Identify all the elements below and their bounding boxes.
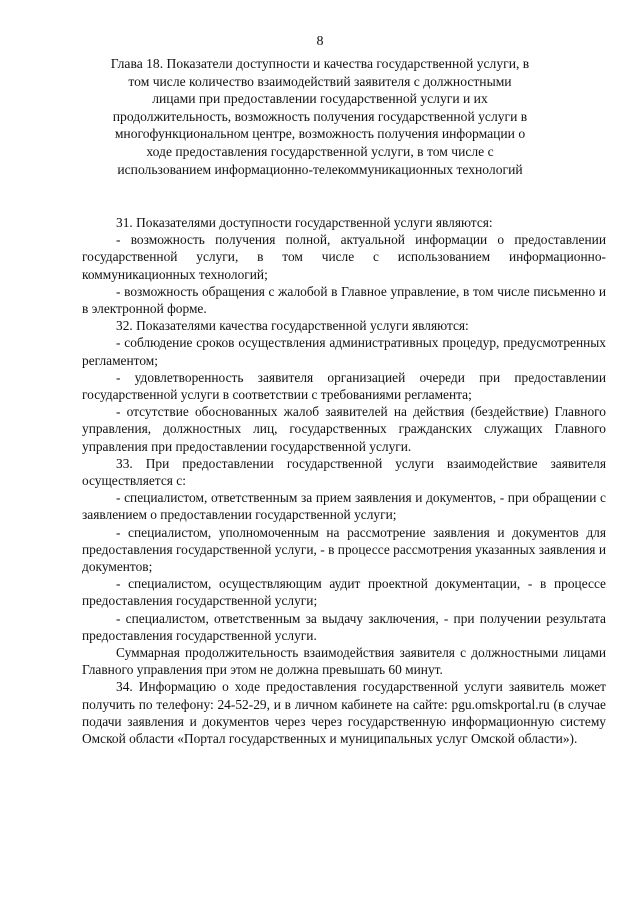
paragraph-32-heading: 32. Показателями качества государственной услуги являются:: [116, 318, 469, 334]
chapter-title: Глава 18. Показатели доступности и качества государственной услуги, в том числе количество взаимодействий заявителя с должностными лицами при предоставлении государственной услуги и их продолжительность, возможность получения государственной услуги в многофункциональном центре, возможность получения информации о ходе предоставления государственной услуги, в том числе с использованием информационно-телекоммуникационных технологий: [110, 56, 530, 177]
quality-item-deadlines: - соблюдение сроков осуществления административных процедур, предусмотренных регламентом;: [82, 335, 606, 368]
quality-item-queue: - удовлетворенность заявителя организацией очереди при предоставлении государственной услуги в соответствии с требованиями регламента;: [82, 369, 606, 403]
document-body: [82, 214, 606, 747]
interaction-item-reception: - специалистом, ответственным за прием заявления и документов, - при обращении с заявлением о предоставлении государственной услуги;: [82, 490, 606, 523]
paragraph-31-heading: 31. Показателями доступности государственной услуги являются:: [116, 215, 493, 230]
paragraph-34-status-info: 34. Информацию о ходе предоставления государственной услуги заявитель может получить по телефону: 24-52-29, и в личном кабинете на сайте: pgu.omskportal.ru (в случае подачи заявления и документов через через государственную информационную систему Омской области «Портал государственных и муниципальных услуг Омской области»).: [82, 679, 606, 747]
interaction-item-review: - специалистом, уполномоченным на рассмотрение заявления и документов для предоставления государственной услуги, - в процессе рассмотрения указанных заявления и документов;: [82, 524, 606, 575]
paragraph-33-heading: 33. При предоставлении государственной услуги взаимодействие заявителя осуществляется с:: [82, 455, 606, 489]
interaction-item-audit: - специалистом, осуществляющим аудит проектной документации, - в процессе предоставления государственной услуги;: [82, 576, 606, 609]
accessibility-item-complaint: - возможность обращения с жалобой в Главное управление, в том числе письменно и в электронной форме.: [82, 283, 606, 317]
interaction-duration: Суммарная продолжительность взаимодействия заявителя с должностными лицами Главного управления при этом не должна превышать 60 минут.: [82, 645, 606, 678]
page-number: 8: [316, 34, 324, 49]
accessibility-item-information: - возможность получения полной, актуальной информации о предоставлении государственной услуги, в том числе с использованием информационно-коммуникационных технологий;: [82, 232, 606, 282]
interaction-item-issuance: - специалистом, ответственным за выдачу заключения, - при получении результата предоставления государственной услуги.: [82, 610, 606, 643]
quality-item-complaints: - отсутствие обоснованных жалоб заявителей на действия (бездействие) Главного управления, должностных лиц, государственных гражданских служащих Главного управления при предоставлении государственной услуги.: [82, 404, 606, 454]
